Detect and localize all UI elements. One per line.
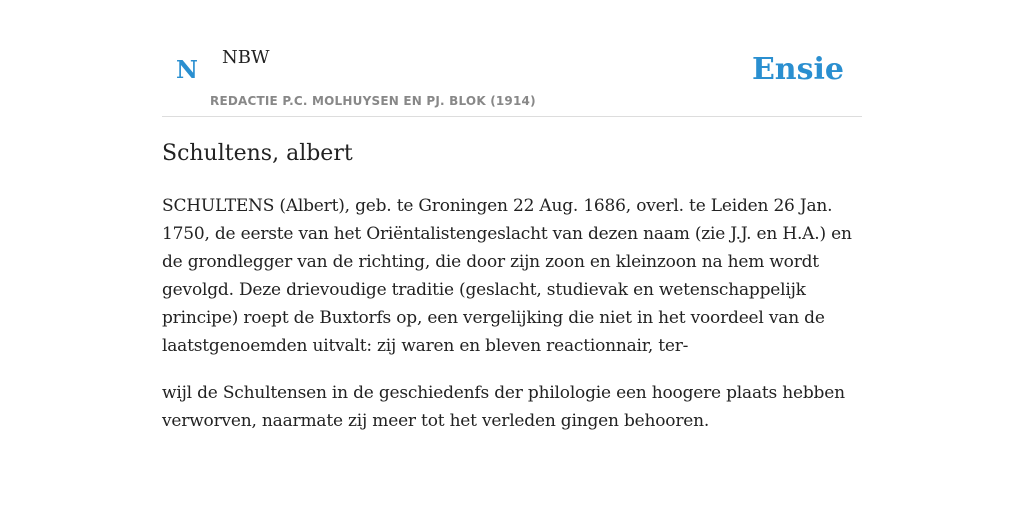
article-title: Schultens, albert <box>162 141 353 166</box>
page-header <box>162 0 862 117</box>
source-editors: REDACTIE P.C. MOLHUYSEN EN PJ. BLOK (1914) <box>210 94 536 108</box>
article-paragraph: wijl de Schultensen in de geschiedenfs der philologie een hoogere plaats hebben verworven, naarmate zij meer tot het verleden gingen behooren. <box>162 383 845 431</box>
article-paragraph: SCHULTENS (Albert), geb. te Groningen 22 Aug. 1686, overl. te Leiden 26 Jan. 1750, de eerste van het Oriëntalistengeslacht van dezen naam (zie J.J. en H.A.) en de grondlegger van de richting, die door zijn zoon en kleinzoon na hem wordt gevolgd. Deze drievoudige traditie (geslacht, studievak en wetenschappelijk principe) roept de Buxtorfs op, een vergelijking die niet in het voordeel van de laatstgenoemden uitvalt: zij waren en bleven reactionnair, ter- <box>162 196 852 356</box>
source-name[interactable]: NBW <box>222 47 270 68</box>
brand-logo[interactable]: Ensie <box>751 52 844 87</box>
source-logo[interactable]: N <box>176 55 198 84</box>
article-body <box>162 192 862 454</box>
